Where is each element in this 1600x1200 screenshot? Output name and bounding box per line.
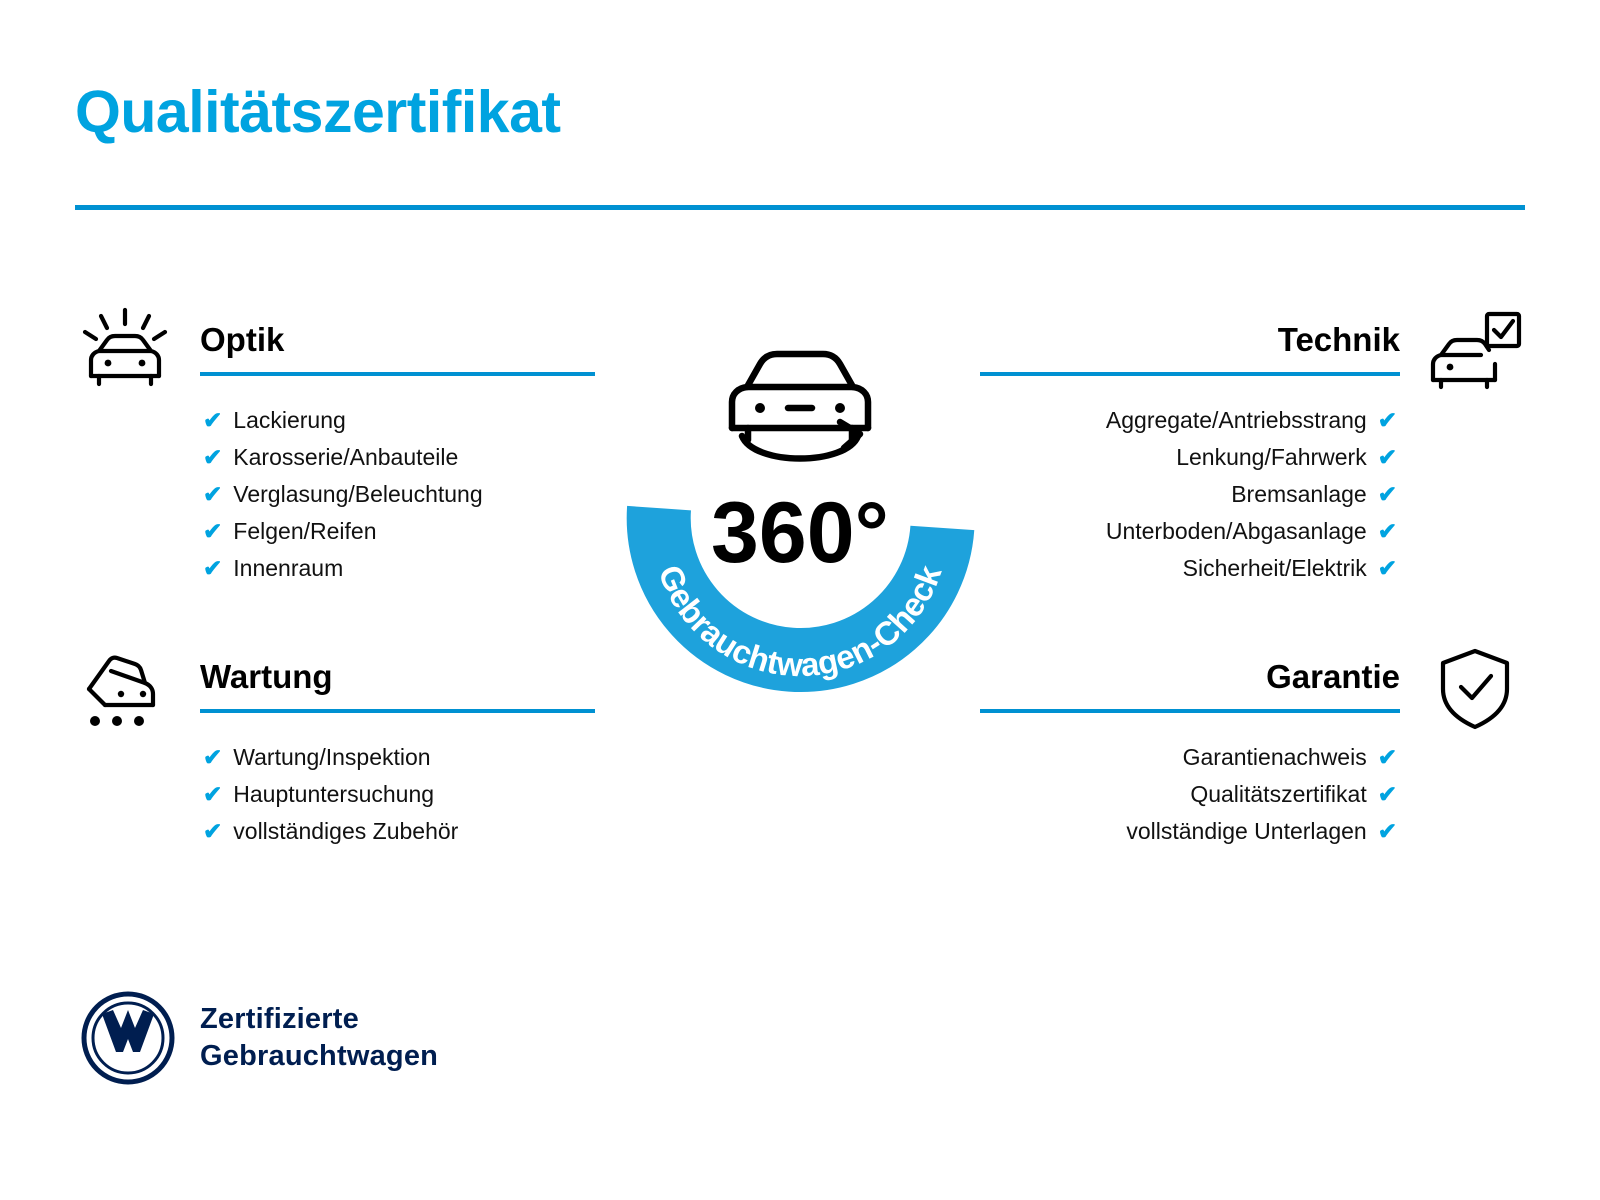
section-title: Optik — [200, 321, 285, 358]
list-item — [980, 739, 1525, 776]
list-item-label: vollständiges Zubehör — [233, 818, 459, 844]
check-icon: ✔ — [1377, 781, 1397, 807]
section-header-garantie — [980, 657, 1525, 717]
section-header-optik — [75, 320, 595, 380]
header-divider — [75, 205, 1525, 210]
list-item-label: Sicherheit/Elektrik — [1182, 555, 1367, 581]
right-column — [980, 320, 1525, 850]
list-item — [980, 813, 1525, 850]
section-optik — [75, 320, 595, 587]
footer-line-2: Gebrauchtwagen — [200, 1040, 439, 1072]
check-icon: ✔ — [1377, 407, 1397, 433]
check-icon: ✔ — [203, 481, 223, 507]
list-item — [980, 776, 1525, 813]
section-header-wartung — [75, 657, 595, 717]
list-item-label: Aggregate/Antriebsstrang — [1105, 407, 1367, 433]
list-item-label: Lackierung — [233, 407, 346, 433]
car-front-rotate-icon — [732, 354, 868, 459]
section-divider — [200, 709, 595, 713]
check-icon: ✔ — [203, 518, 223, 544]
list-item-label: Bremsanlage — [1231, 481, 1367, 507]
section-item-list — [75, 739, 595, 850]
list-item-label: Unterboden/Abgasanlage — [1105, 518, 1367, 544]
footer-line-1: Zertifizierte — [200, 1003, 359, 1035]
list-item-label: Wartung/Inspektion — [233, 744, 431, 770]
check-icon: ✔ — [1377, 444, 1397, 470]
section-title: Garantie — [1266, 658, 1400, 695]
check-icon: ✔ — [203, 818, 223, 844]
check-icon: ✔ — [203, 555, 223, 581]
check-icon: ✔ — [1377, 744, 1397, 770]
list-item — [75, 476, 595, 513]
section-wartung — [75, 657, 595, 850]
list-item-label: Felgen/Reifen — [233, 518, 377, 544]
check-icon: ✔ — [203, 407, 223, 433]
check-icon: ✔ — [203, 744, 223, 770]
list-item-label: Karosserie/Anbauteile — [233, 444, 459, 470]
badge-arc-label: Gebrauchtwagen-Check — [651, 559, 949, 684]
list-item — [75, 439, 595, 476]
left-column — [75, 320, 595, 850]
list-item-label: Verglasung/Beleuchtung — [233, 481, 483, 507]
list-item — [980, 476, 1525, 513]
list-item — [980, 513, 1525, 550]
list-item — [980, 439, 1525, 476]
section-divider — [980, 372, 1400, 376]
section-header-technik — [980, 320, 1525, 380]
list-item — [75, 550, 595, 587]
footer — [80, 990, 438, 1086]
list-item-label: Garantienachweis — [1182, 744, 1367, 770]
list-item-label: Innenraum — [233, 555, 344, 581]
vw-logo — [80, 990, 176, 1086]
section-technik — [980, 320, 1525, 587]
footer-text — [200, 1001, 438, 1075]
page-title: Qualitätszertifikat — [75, 79, 561, 145]
list-item — [75, 402, 595, 439]
section-item-list — [75, 402, 595, 587]
check-icon: ✔ — [203, 444, 223, 470]
check-icon: ✔ — [1377, 481, 1397, 507]
list-item-label: Hauptuntersuchung — [233, 781, 435, 807]
list-item-label: vollständige Unterlagen — [1126, 818, 1367, 844]
section-divider — [980, 709, 1400, 713]
section-title: Wartung — [200, 658, 333, 695]
list-item — [980, 402, 1525, 439]
check-icon: ✔ — [1377, 518, 1397, 544]
list-item-label: Qualitätszertifikat — [1190, 781, 1367, 807]
section-garantie — [980, 657, 1525, 850]
section-divider — [200, 372, 595, 376]
list-item-label: Lenkung/Fahrwerk — [1176, 444, 1367, 470]
check-icon: ✔ — [1377, 555, 1397, 581]
list-item — [75, 776, 595, 813]
section-item-list — [980, 739, 1525, 850]
badge-value: 360° — [711, 485, 889, 581]
list-item — [75, 813, 595, 850]
list-item — [980, 550, 1525, 587]
360-check-badge — [590, 300, 1010, 770]
list-item — [75, 513, 595, 550]
check-icon: ✔ — [1377, 818, 1397, 844]
check-icon: ✔ — [203, 781, 223, 807]
section-title: Technik — [1277, 321, 1400, 358]
list-item — [75, 739, 595, 776]
section-item-list — [980, 402, 1525, 587]
